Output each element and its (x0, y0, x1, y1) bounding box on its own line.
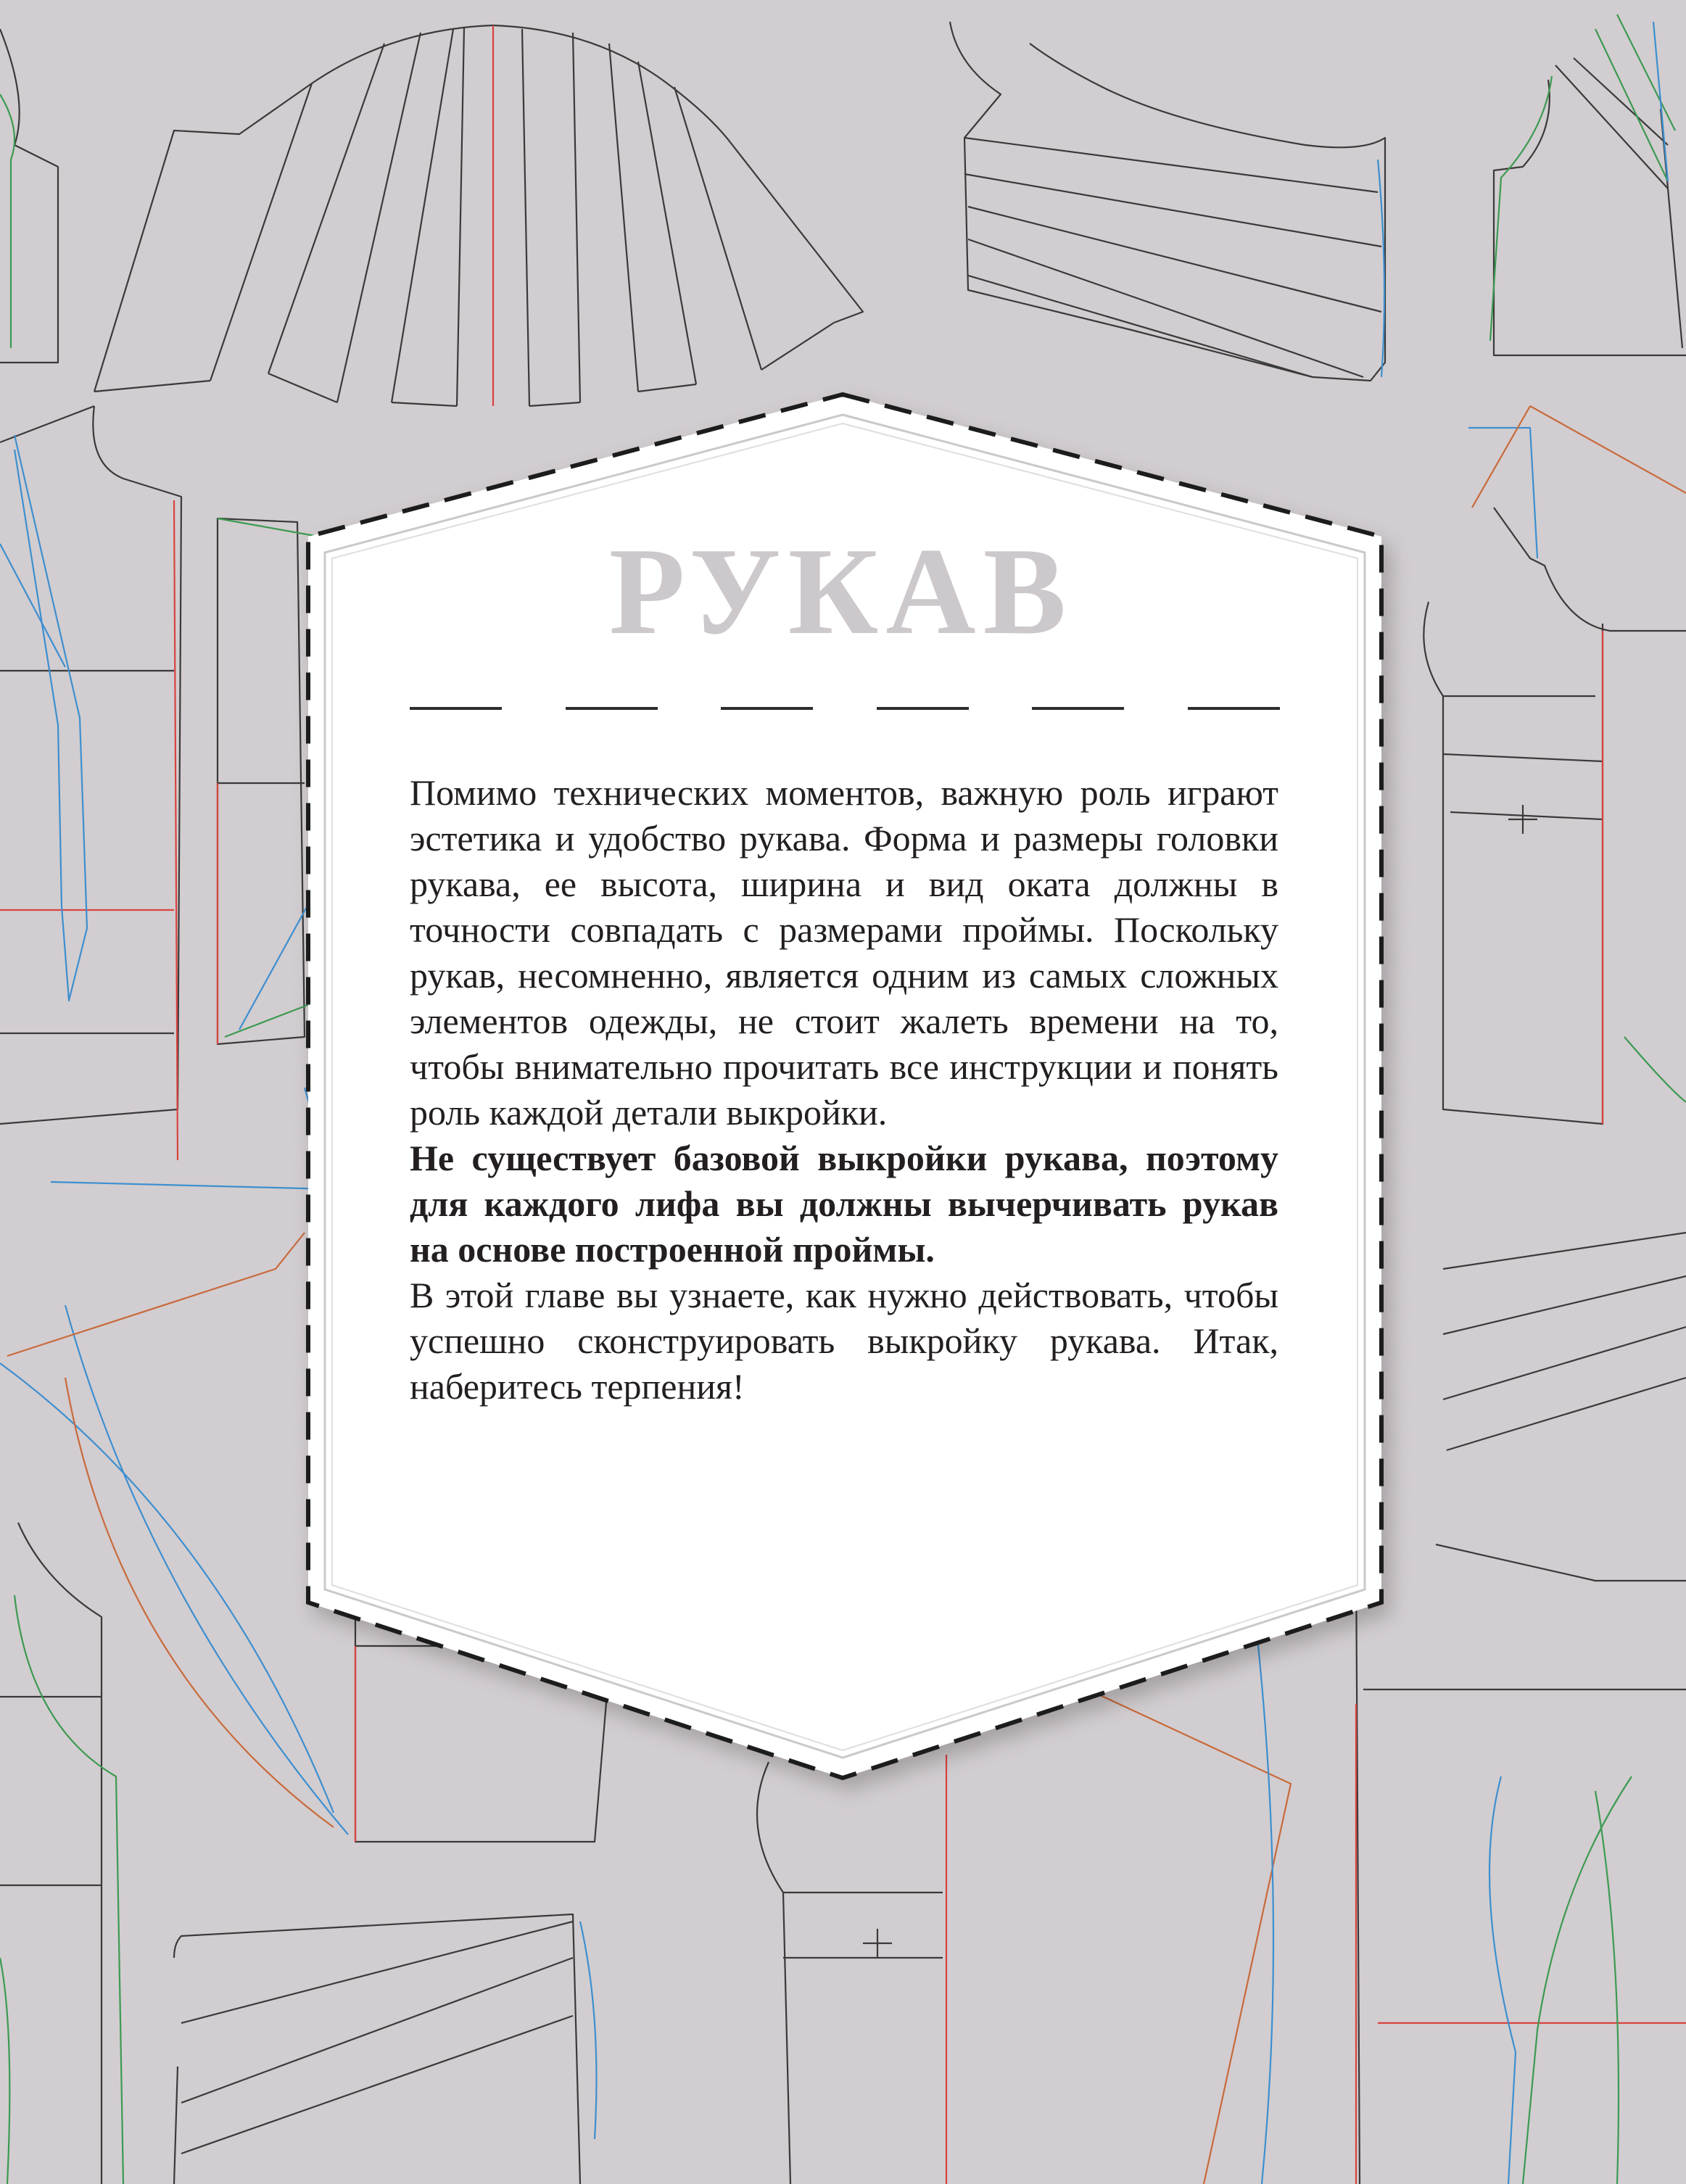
intro-paragraph: Помимо технических моментов, важную роль играют эстетика и удобство рукава. Форма и размеры головки рукава, ее высота, ширина и вид оката должны в точности совпадать с размерами проймы. Поскольку рукав, несомненно, является одним из самых сложных элементов одежды, не стоит жалеть времени на то, чтобы внимательно прочитать все инструкции и понять роль каждой детали выкройки. (410, 772, 1278, 1133)
title-divider (410, 707, 1280, 711)
emphasis-paragraph: Не существует базовой выкройки рукава, поэтому для каждого лифа вы должны вычерчивать рукав на основе построенной проймы. (410, 1138, 1278, 1270)
closing-paragraph: В этой главе вы узнаете, как нужно действовать, чтобы успешно сконструировать выкройку рукава. Итак, наберитесь терпения! (410, 1275, 1278, 1407)
chapter-intro-text (410, 770, 1278, 1410)
chapter-title: РУКАВ (608, 523, 1074, 661)
